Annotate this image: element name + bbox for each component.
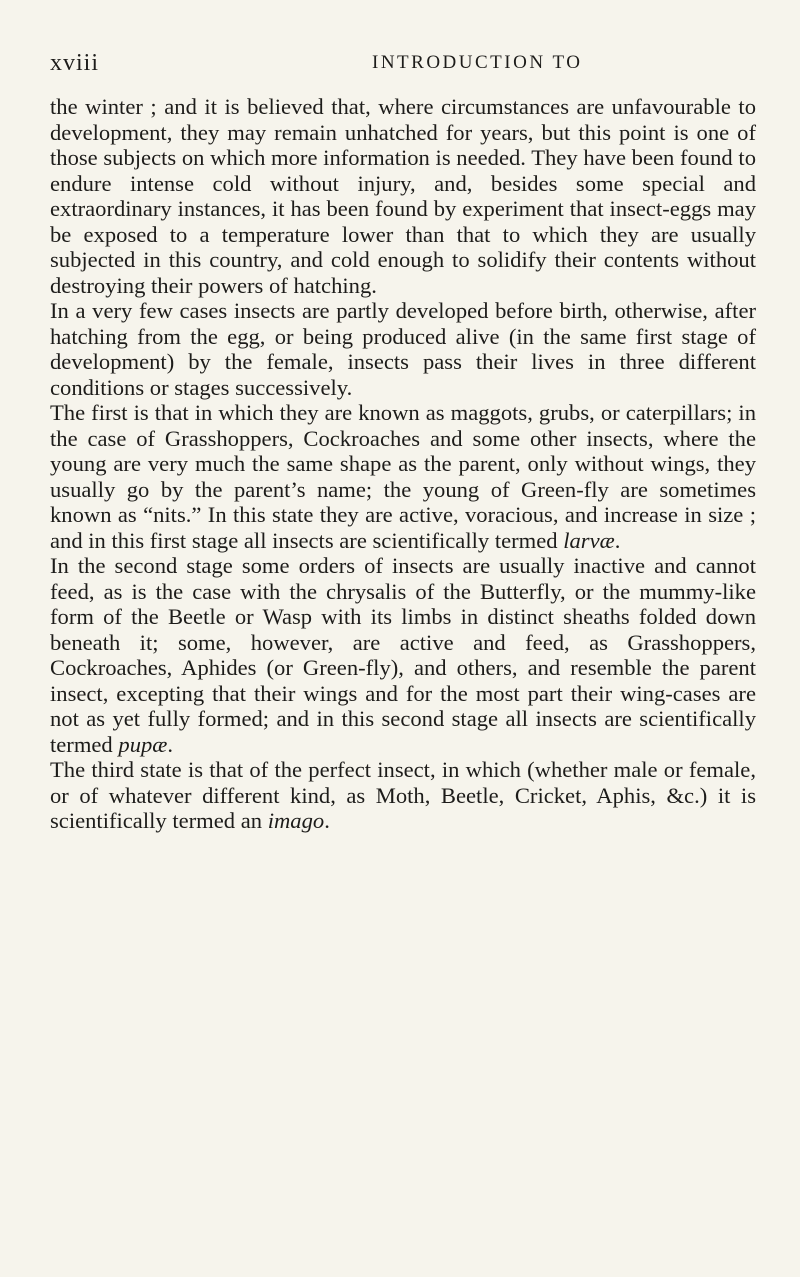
paragraph-4 [50, 553, 756, 757]
paragraph-1 [50, 94, 756, 298]
running-title: INTRODUCTION TO [372, 52, 583, 73]
paragraph-text: the winter ; and it is believed that, where circumstances are unfavourable to development, they may remain unhatched for years, but this point is one of those subjects on which more information is needed. They have been found to endure intense cold without injury, and, besides some special and extraordinary instances, it has been found by experiment that insect-eggs may be exposed to a temperature lower than that to which they are usually subjected in this country, and cold enough to solidify their contents without destroying their powers of hatching. [50, 94, 756, 298]
paragraph-5 [50, 757, 756, 834]
paragraph-text: In the second stage some orders of insects are usually inactive and cannot feed, as is the case with the chrysalis of the Butterfly, or the mummy-like form of the Beetle or Wasp with its limbs in distinct sheaths folded down beneath it; some, however, are active and feed, as Grasshoppers, Cockroaches, Aphides (or Green-fly), and others, and resemble the parent insect, excepting that their wings and for the most part their wing-cases are not as yet fully formed; and in this second stage all insects are scientifically termed [50, 553, 756, 757]
paragraph-text: The first is that in which they are known as maggots, grubs, or caterpillars; in the case of Grasshoppers, Cockroaches and some other insects, where the young are very much the same shape as the parent, only without wings, they usually go by the parent’s name; the young of Green-fly are sometimes known as “nits.” In this state they are active, voracious, and increase in size ; and in this first stage all insects are scientifically termed [50, 400, 756, 553]
paragraph-text: The third state is that of the perfect insect, in which (whether male or female, or of whatever different kind, as Moth, Beetle, Cricket, Aphis, &c.) it is scientifically termed an [50, 757, 756, 833]
paragraph-3 [50, 400, 756, 553]
paragraph-2 [50, 298, 756, 400]
running-head [50, 50, 750, 82]
page-number: xviii [50, 50, 100, 76]
sentence-end: . [324, 808, 330, 833]
body-text [50, 94, 756, 834]
italic-term-pupae: pupæ [118, 731, 168, 757]
italic-term-imago: imago [267, 808, 325, 833]
italic-term-larvae: larvæ [563, 527, 615, 553]
paragraph-text: In a very few cases insects are partly developed before birth, otherwise, after hatching from the egg, or being produced alive (in the same first stage of development) by the female, insects pass their lives in three different conditions or stages successively. [50, 298, 756, 400]
sentence-end: . [167, 731, 174, 757]
sentence-end: . [614, 527, 621, 553]
